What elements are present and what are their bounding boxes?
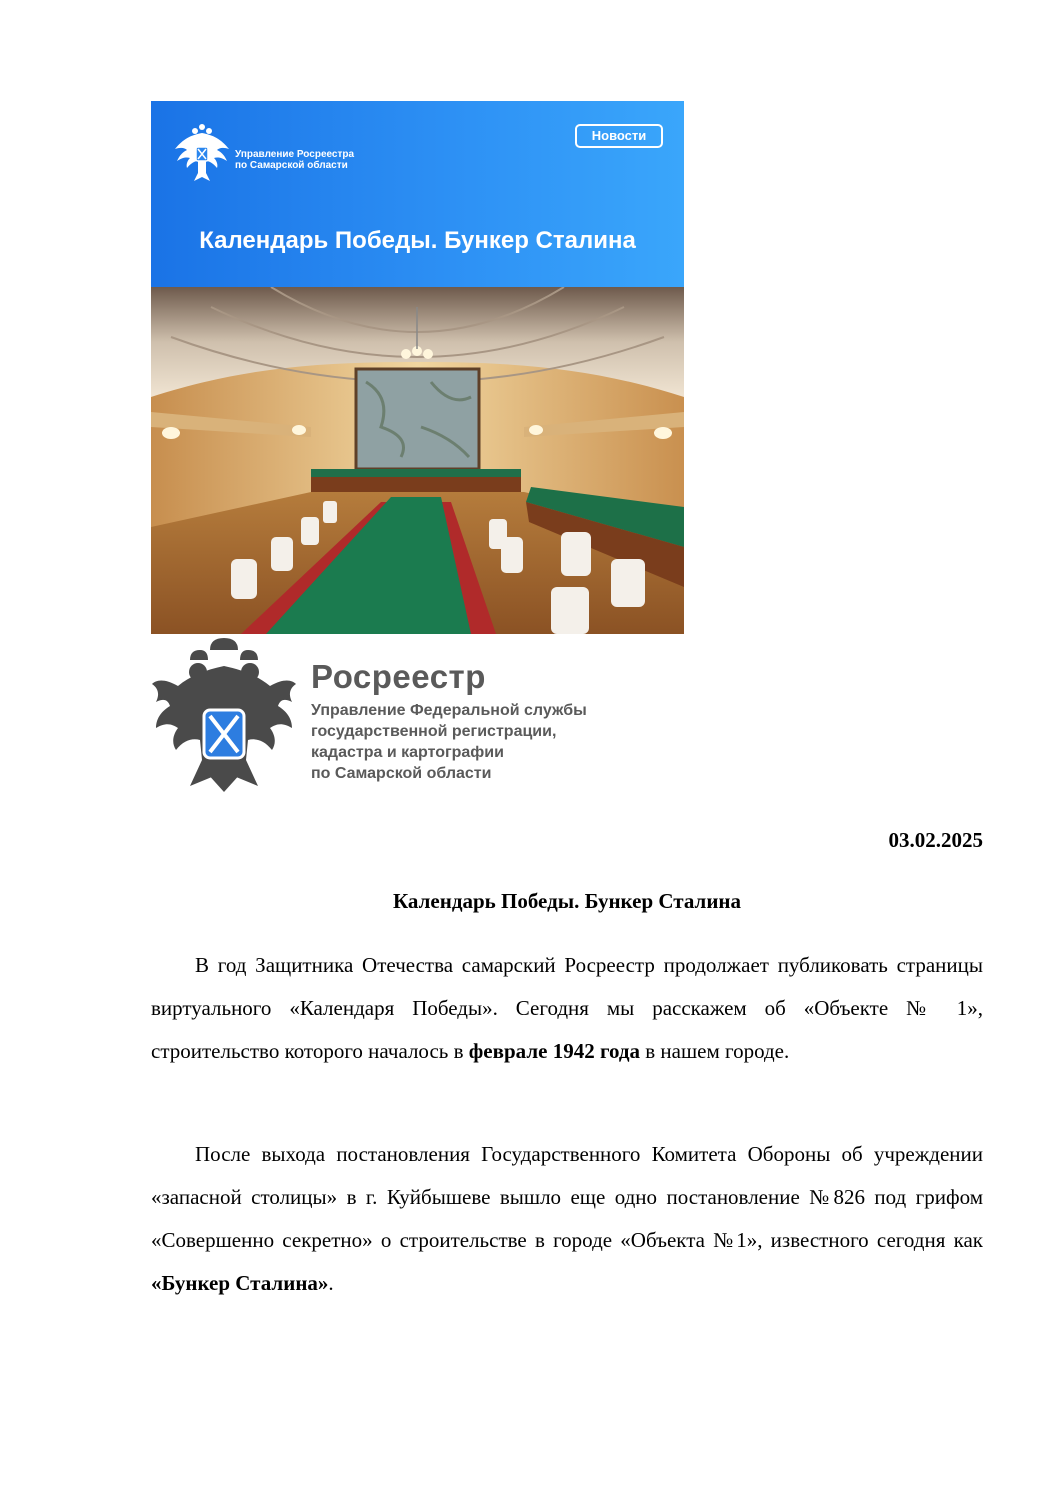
- double-headed-eagle-icon: [150, 636, 298, 794]
- brand-line: кадастра и картографии: [311, 744, 504, 761]
- document-title: Календарь Победы. Бункер Сталина: [392, 889, 742, 913]
- document-date: 03.02.2025: [888, 828, 983, 852]
- banner-org-name: [235, 149, 354, 171]
- rosreestr-logo: [150, 636, 630, 796]
- news-badge: Новости: [575, 124, 663, 148]
- paragraph-2: [151, 1133, 983, 1305]
- banner-title: Календарь Победы. Бункер Сталина: [199, 227, 636, 254]
- banner-org-line2: по Самарской области: [235, 160, 348, 171]
- paragraph-2-text: После выхода постановления Государственного Комитета Обороны об учреждении «запасной столицы» в г. Куйбышеве вышло еще одно постановление №826 под грифом «Совершенно секретно» о строительстве в городе «Объекта №1», известного сегодня как: [151, 1142, 983, 1252]
- banner-org-line1: Управление Росреестра: [235, 149, 355, 160]
- brand-line: по Самарской области: [311, 765, 492, 782]
- paragraph-2-text-end: .: [328, 1271, 334, 1295]
- brand-line: государственной регистрации,: [311, 723, 557, 740]
- brand-line: Управление Федеральной службы: [311, 702, 587, 719]
- paragraph-1-text-end: в нашем городе.: [639, 1039, 790, 1063]
- brand-name: Росреестр: [311, 658, 486, 695]
- news-banner-image: [151, 101, 684, 634]
- paragraph-1: [151, 944, 983, 1073]
- bunker-photo: [151, 287, 684, 634]
- eagle-emblem-icon: [171, 123, 233, 185]
- paragraph-1-bold: феврале 1942 года: [468, 1039, 640, 1063]
- banner-header: [151, 101, 684, 287]
- paragraph-2-bold: «Бункер Сталина»: [151, 1271, 329, 1295]
- paragraph-1-text: В год Защитника Отечества самарский Росреестр продолжает публиковать страницы виртуального «Календаря Победы». Сегодня мы расскажем об «Объекте № 1», строительство которого началось в: [151, 953, 983, 1063]
- brand-subtitle: [311, 700, 587, 784]
